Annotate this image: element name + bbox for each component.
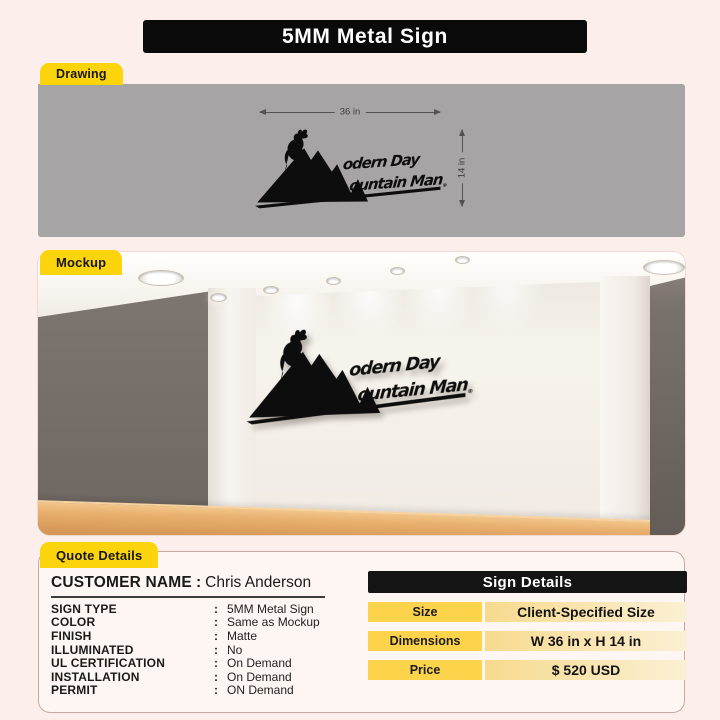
spec-row bbox=[51, 656, 320, 670]
sign-details-table bbox=[368, 571, 687, 680]
spec-row bbox=[51, 643, 320, 657]
spec-label: INSTALLATION bbox=[51, 669, 140, 684]
separator: : bbox=[214, 642, 218, 657]
separator: : bbox=[195, 574, 202, 591]
spec-value: Matte bbox=[227, 628, 258, 643]
spec-label: ILLUMINATED bbox=[51, 642, 134, 657]
right-wall bbox=[650, 252, 685, 535]
spec-row bbox=[51, 602, 320, 616]
spec-list bbox=[51, 602, 320, 697]
table-row-label: Size bbox=[368, 602, 482, 622]
spec-label: COLOR bbox=[51, 615, 96, 630]
spec-value: ON Demand bbox=[227, 683, 294, 698]
tab-drawing: Drawing bbox=[40, 63, 123, 85]
table-row-value: W 36 in x H 14 in bbox=[485, 631, 687, 651]
separator: : bbox=[214, 615, 218, 630]
customer-name-value: Chris Anderson bbox=[205, 574, 312, 591]
ceiling-light bbox=[210, 293, 227, 302]
quote-details-panel bbox=[38, 551, 685, 713]
sign-drawing-logo bbox=[253, 126, 449, 212]
ceiling-light bbox=[390, 267, 405, 275]
spec-value: Same as Mockup bbox=[227, 615, 320, 630]
spec-label: FINISH bbox=[51, 628, 92, 643]
right-pillar bbox=[600, 276, 650, 535]
page-title: 5MM Metal Sign bbox=[143, 20, 587, 53]
ceiling-light bbox=[138, 270, 184, 286]
spec-value: On Demand bbox=[227, 656, 292, 671]
table-row bbox=[368, 660, 687, 680]
table-row-value: $ 520 USD bbox=[485, 660, 687, 680]
width-dimension-arrow bbox=[260, 106, 440, 118]
ceiling-light bbox=[263, 286, 279, 294]
spec-value: 5MM Metal Sign bbox=[227, 601, 314, 616]
customer-name-row bbox=[51, 574, 325, 598]
table-row-value: Client-Specified Size bbox=[485, 602, 687, 622]
spec-row bbox=[51, 670, 320, 684]
spec-label: UL CERTIFICATION bbox=[51, 656, 166, 671]
separator: : bbox=[214, 601, 218, 616]
separator: : bbox=[214, 669, 218, 684]
ceiling-light bbox=[643, 260, 685, 275]
ceiling-light bbox=[455, 256, 470, 264]
sign-details-header: Sign Details bbox=[368, 571, 687, 593]
spec-label: SIGN TYPE bbox=[51, 601, 117, 616]
table-row-label: Dimensions bbox=[368, 631, 482, 651]
spec-value: No bbox=[227, 642, 243, 657]
table-row bbox=[368, 631, 687, 651]
height-dimension-arrow bbox=[456, 130, 468, 206]
spec-row bbox=[51, 616, 320, 630]
table-row-label: Price bbox=[368, 660, 482, 680]
spec-label: PERMIT bbox=[51, 683, 98, 698]
separator: : bbox=[214, 656, 218, 671]
height-dimension-label: 14 in bbox=[457, 153, 468, 184]
wall-sign-logo bbox=[242, 321, 477, 429]
separator: : bbox=[214, 628, 218, 643]
tab-mockup: Mockup bbox=[40, 250, 122, 275]
spec-row bbox=[51, 629, 320, 643]
width-dimension-label: 36 in bbox=[335, 107, 366, 118]
table-row bbox=[368, 602, 687, 622]
mockup-photo bbox=[38, 252, 685, 535]
drawing-panel bbox=[38, 84, 685, 237]
spec-value: On Demand bbox=[227, 669, 292, 684]
spec-row bbox=[51, 684, 320, 698]
tab-quote-details: Quote Details bbox=[40, 542, 158, 568]
customer-name-label: CUSTOMER NAME bbox=[51, 574, 192, 591]
ceiling-light bbox=[326, 277, 341, 285]
separator: : bbox=[214, 683, 218, 698]
